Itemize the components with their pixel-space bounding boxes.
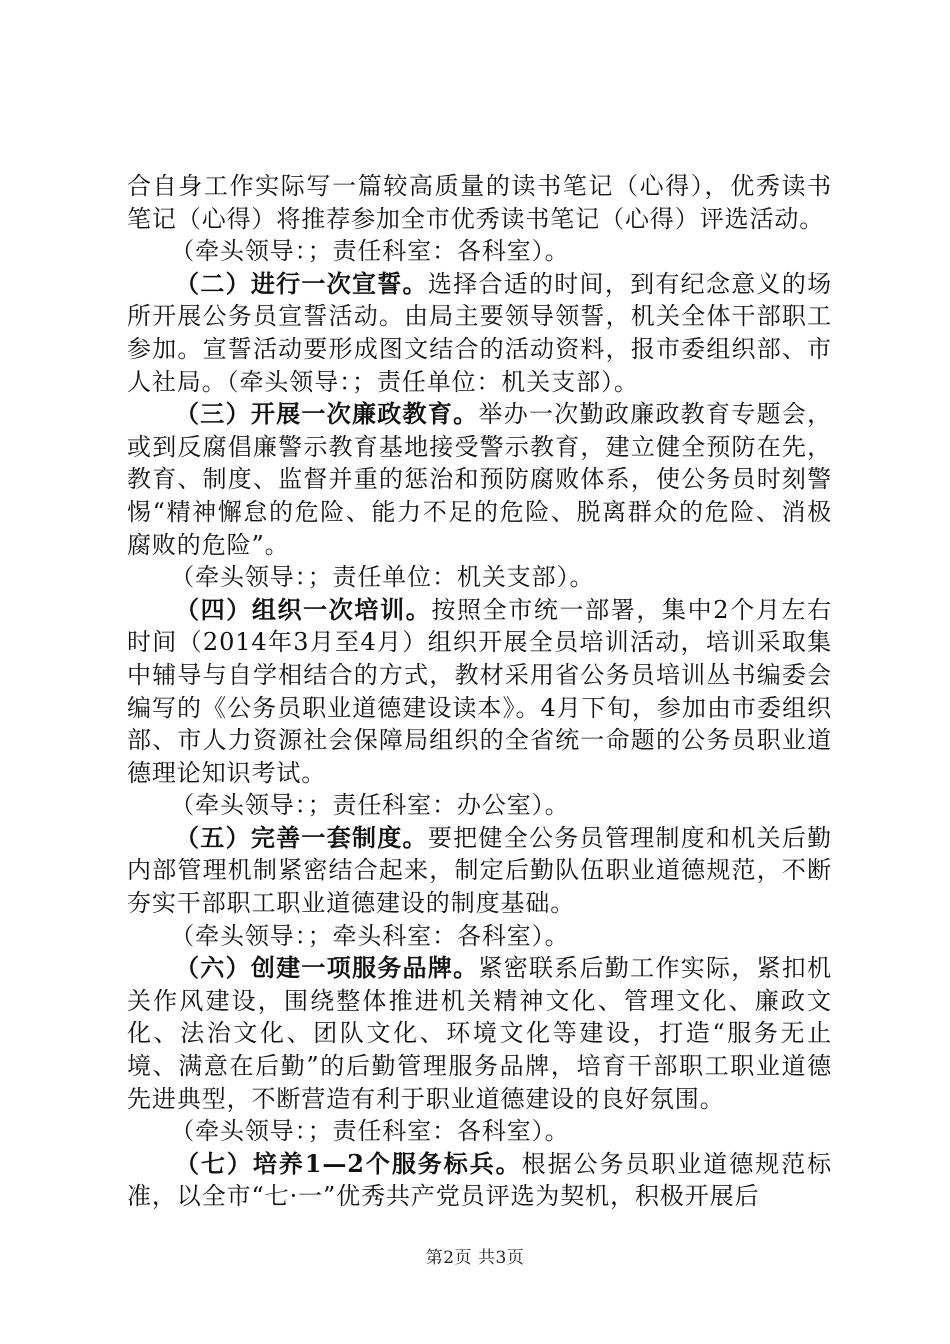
document-body	[127, 170, 832, 1213]
responsibility-note: （牵头领导：；牵头科室：各科室）。	[170, 921, 570, 950]
section-5	[127, 822, 832, 920]
section-3	[127, 398, 832, 561]
responsibility-note: （牵头领导：；责任单位：机关支部）。	[170, 563, 595, 592]
paragraph-continued	[127, 170, 832, 235]
responsibility-note: （牵头领导：；责任科室：办公室）。	[170, 791, 570, 820]
responsibility-note: （牵头领导：；责任科室：各科室）。	[170, 1117, 570, 1146]
responsibility-note: （牵头领导：；责任科室：各科室）。	[170, 237, 570, 266]
section-heading: （四）组织一次培训。	[175, 594, 432, 624]
paragraph-text: 合自身工作实际写一篇较高质量的读书笔记（心得），优秀读书笔记（心得）将推荐参加全市优秀读书笔记（心得）评选活动。	[127, 172, 832, 233]
section-heading: （二）进行一次宣誓。	[175, 268, 428, 298]
section-heading: （七）培养1—2个服务标兵。	[175, 1148, 522, 1178]
page-number-footer: 第2页 共3页	[425, 1248, 525, 1268]
section-heading: （六）创建一项服务品牌。	[175, 953, 479, 983]
section-7	[127, 1148, 832, 1213]
section-text: 按照全市统一部署，集中2个月左右时间（2014年3月至4月）组织开展全员培训活动，培训采取集中辅导与自学相结合的方式，教材采用省公务员培训丛书编委会编写的《公务员职业道德建设读本》。4月下旬，参加由市委组织部、市人力资源社会保障局组织的全省统一命题的公务员职业道德理论知识考试。	[127, 595, 833, 787]
section-text: 根据公务员职业道德规范标准，以全市“七·一”优秀共产党员评选为契机，积极开展后	[127, 1149, 832, 1211]
section-6	[127, 952, 832, 1115]
section-text: 选择合适的时间，到有纪念意义的场所开展公务员宣誓活动。由局主要领导领誓，机关全体干部职工参加。宣誓活动要形成图文结合的活动资料，报市委组织部、市人社局。（牵头领导：；责任单位：机关支部）。	[127, 269, 832, 396]
section-text: 要把健全公务员管理制度和机关后勤内部管理机制紧密结合起来，制定后勤队伍职业道德规范，不断夯实干部职工职业道德建设的制度基础。	[127, 823, 832, 918]
section-4	[127, 594, 832, 790]
section-heading: （五）完善一套制度。	[175, 822, 428, 852]
section-text: 紧密联系后勤工作实际，紧扣机关作风建设，围绕整体推进机关精神文化、管理文化、廉政文化、法治文化、团队文化、环境文化等建设，打造“服务无止境、满意在后勤”的后勤管理服务品牌，培育干部职工职业道德先进典型，不断营造有利于职业道德建设的良好氛围。	[127, 954, 832, 1113]
section-2	[127, 268, 832, 398]
section-text: 举办一次勤政廉政教育专题会，或到反腐倡廉警示教育基地接受警示教育，建立健全预防在先，教育、制度、监督并重的惩治和预防腐败体系，使公务员时刻警惕“精神懈怠的危险、能力不足的危险、脱离群众的危险、消极腐败的危险”。	[127, 400, 832, 559]
section-heading: （三）开展一次廉政教育。	[175, 399, 479, 429]
